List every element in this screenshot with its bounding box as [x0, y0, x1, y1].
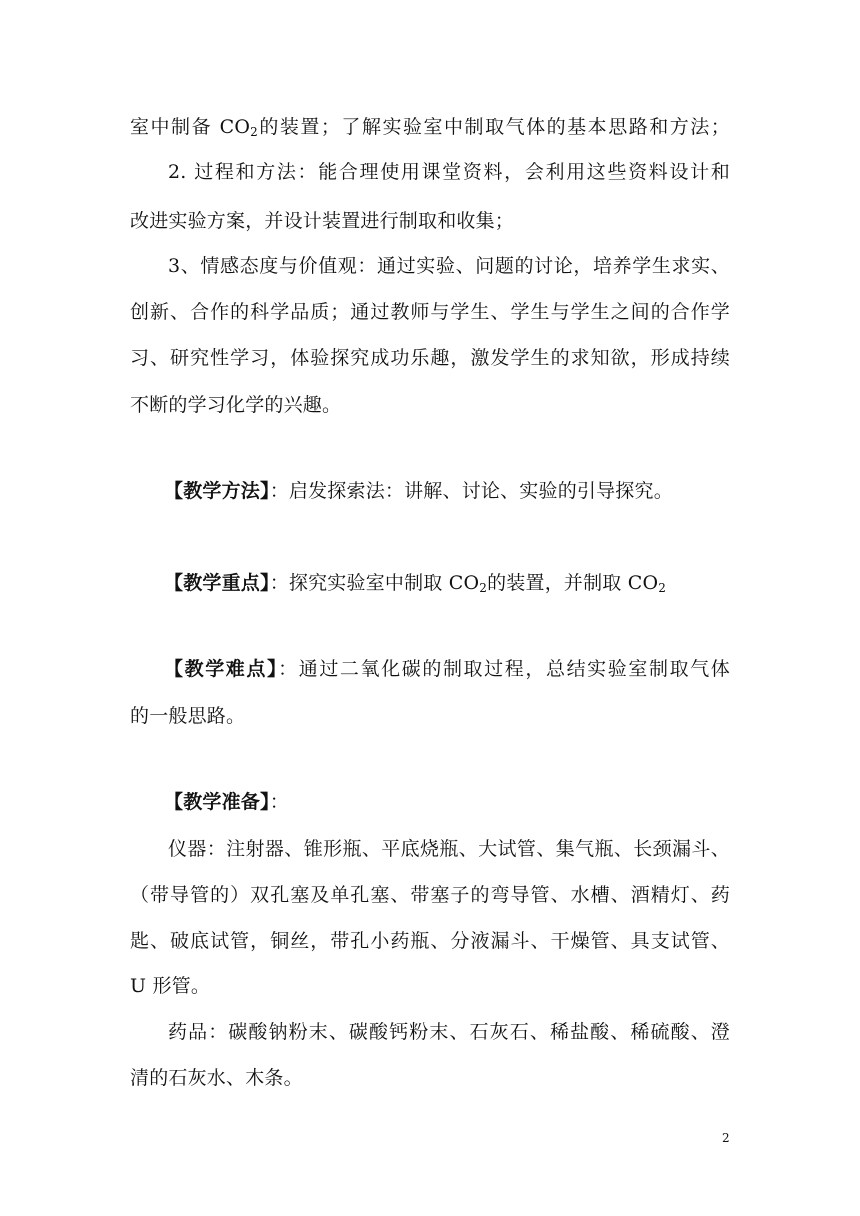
emotion-values-line-2: 创新、合作的科学品质；通过教师与学生、学生与学生之间的合作学: [130, 301, 730, 323]
instruments-line-1: 仪器：注射器、锥形瓶、平底烧瓶、大试管、集气瓶、长颈漏斗、: [168, 838, 730, 860]
teaching-method-line: 【教学方法】：启发探索法：讲解、讨论、实验的引导探究。: [164, 480, 673, 502]
teaching-prep-heading: 【教学准备】：: [164, 791, 289, 813]
process-methods-line-1: 2. 过程和方法：能合理使用课堂资料，会利用这些资料设计和: [168, 161, 730, 183]
emotion-values-line-1: 3、情感态度与价值观：通过实验、问题的讨论，培养学生求实、: [168, 255, 730, 277]
objective-line: 室中制备 $CO_2$的装置；了解实验室中制取气体的基本思路和方法；: [130, 116, 730, 139]
reagents-line-2: 清的石灰水、木条。: [130, 1067, 303, 1089]
instruments-line-2: （带导管的）双孔塞及单孔塞、带塞子的弯导管、水槽、酒精灯、药: [130, 884, 730, 906]
teaching-difficulty-line-1: 【教学难点】：通过二氧化碳的制取过程，总结实验室制取气体: [164, 658, 730, 680]
teaching-difficulty-line-2: 的一般思路。: [130, 705, 246, 727]
teaching-prep-label: 【教学准备】: [164, 791, 270, 813]
reagents-line-1: 药品：碳酸钠粉末、碳酸钙粉末、石灰石、稀盐酸、稀硫酸、澄: [168, 1021, 730, 1043]
teaching-focus-label: 【教学重点】: [164, 572, 270, 594]
emotion-values-line-4: 不断的学习化学的兴趣。: [130, 394, 342, 416]
instruments-line-3: 匙、破底试管，铜丝，带孔小药瓶、分液漏斗、干燥管、具支试管、: [130, 930, 730, 952]
process-methods-line-2: 改进实验方案，并设计装置进行制取和收集；: [130, 210, 515, 232]
teaching-focus-line: 【教学重点】：探究实验室中制取 $CO_2$的装置，并制取 $CO_2$: [164, 572, 667, 595]
emotion-values-line-3: 习、研究性学习，体验探究成功乐趣，激发学生的求知欲，形成持续: [130, 347, 730, 369]
teaching-difficulty-label: 【教学难点】: [164, 658, 279, 680]
instruments-line-4: U 形管。: [130, 975, 211, 997]
page-number: 2: [722, 1131, 730, 1145]
teaching-method-label: 【教学方法】: [164, 480, 270, 502]
